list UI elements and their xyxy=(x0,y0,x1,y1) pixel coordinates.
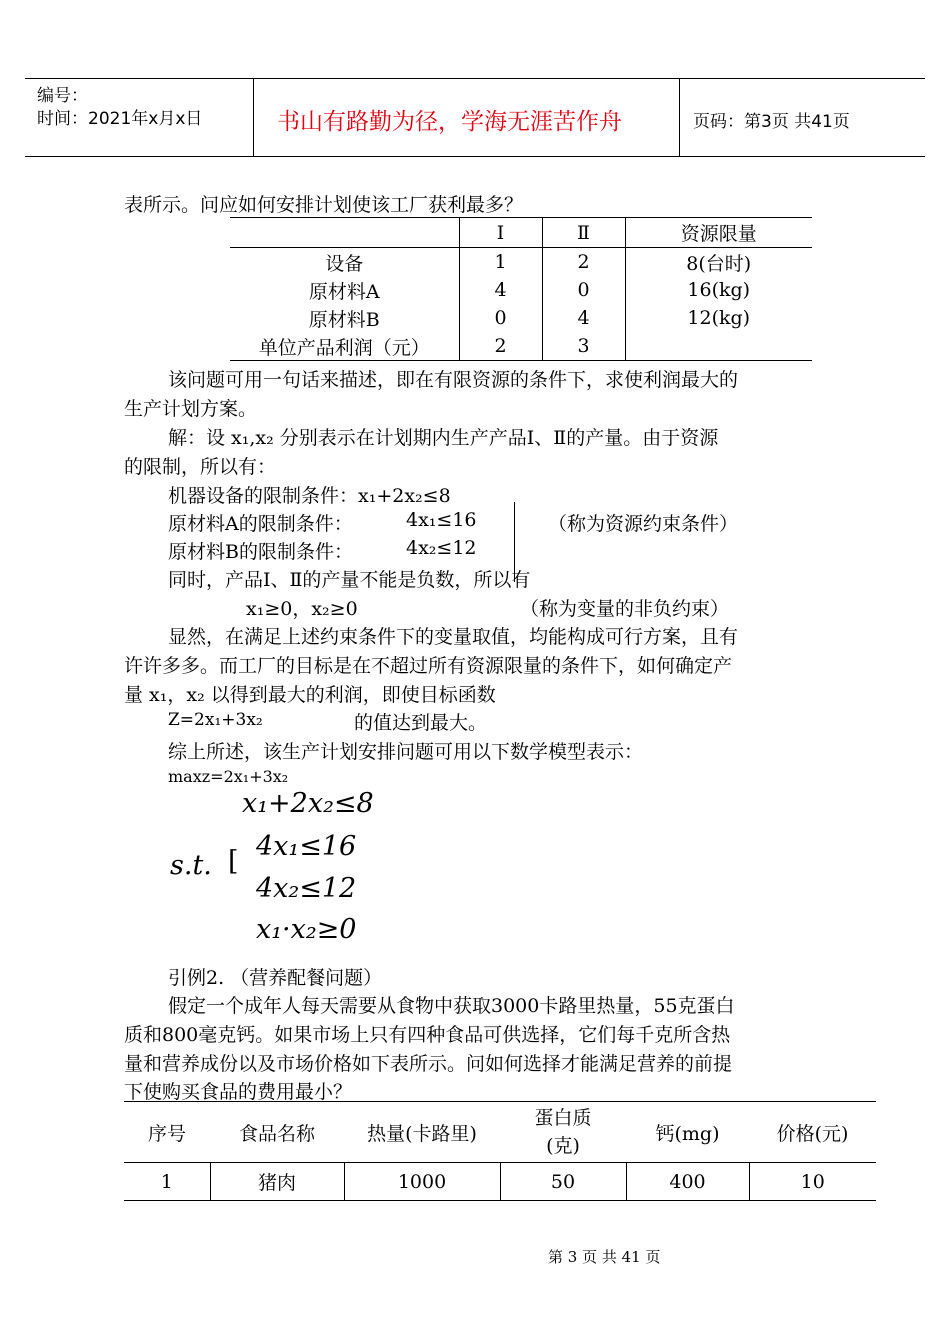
table-cell: 12(kg) xyxy=(625,304,812,332)
header-protein: 蛋白质 xyxy=(534,1107,592,1129)
table-cell: 原材料A xyxy=(308,280,380,303)
paragraph: 该问题可用一句话来描述，即在有限资源的条件下，求使利润最大的 xyxy=(168,369,739,391)
table-row xyxy=(124,1163,876,1201)
table-cell: 2 xyxy=(459,332,542,361)
table-header-cell xyxy=(500,1102,626,1163)
table-header-cell: 钙(mg) xyxy=(626,1102,749,1163)
table-header-cell: Ⅰ xyxy=(459,218,542,248)
motto: 书山有路勤为径，学海无涯苦作舟 xyxy=(277,109,622,135)
model-eq-2: 4x₁≤16 xyxy=(256,831,357,862)
constraint-a-label: 原材料A的限制条件： xyxy=(168,513,353,535)
table-header-cell: 序号 xyxy=(124,1102,210,1163)
table-header-cell: 资源限量 xyxy=(625,218,812,248)
table-header-row xyxy=(124,1102,876,1163)
table-header-cell: Ⅱ xyxy=(542,218,625,248)
table-cell: 400 xyxy=(626,1163,749,1201)
table-cell: 10 xyxy=(749,1163,876,1201)
resource-table xyxy=(230,217,812,361)
table-cell: 1 xyxy=(124,1163,210,1201)
table-row xyxy=(230,304,812,332)
table-cell: 猪肉 xyxy=(210,1163,344,1201)
model-eq-3: 4x₂≤12 xyxy=(256,873,357,904)
constraint-a: 4x₁≤16 xyxy=(406,509,477,531)
table-cell: 3 xyxy=(542,332,625,361)
table-header-cell: 价格(元) xyxy=(749,1102,876,1163)
table-cell: 2 xyxy=(542,248,625,277)
table-cell: 1 xyxy=(459,248,542,277)
objective: Z=2x₁+3x₂ xyxy=(168,710,263,730)
table-cell: 0 xyxy=(542,276,625,304)
time-label: 时间：2021年x月x日 xyxy=(37,109,203,129)
intro-text: 表所示。问应如何安排计划使该工厂获利最多？ xyxy=(124,194,524,216)
paragraph: 综上所述，该生产计划安排问题可用以下数学模型表示： xyxy=(168,741,644,763)
model-eq-4: x₁·x₂≥0 xyxy=(256,914,357,945)
header-divider xyxy=(679,79,680,156)
constraint-note: （称为资源约束条件） xyxy=(548,513,739,535)
page-footer: 第 3 页 共 41 页 xyxy=(548,1248,661,1266)
maxz: maxz=2x₁+3x₂ xyxy=(168,767,289,786)
page-header xyxy=(25,78,925,157)
paragraph: 量和营养成份以及市场价格如下表所示。问如何选择才能满足营养的前提 xyxy=(124,1053,733,1075)
paragraph: 生产计划方案。 xyxy=(124,398,258,420)
paragraph: 量 x₁，x₂ 以得到最大的利润，即使目标函数 xyxy=(124,684,496,706)
table-cell: 单位产品利润（元） xyxy=(230,332,459,361)
table-header-cell: 食品名称 xyxy=(210,1102,344,1163)
header-divider xyxy=(253,79,254,156)
model-eq-1: x₁+2x₂≤8 xyxy=(242,788,374,819)
paragraph: 质和800毫克钙。如果市场上只有四种食品可供选择，它们每千克所含热 xyxy=(124,1024,731,1046)
header-protein-unit: (克) xyxy=(546,1135,580,1157)
table-cell: 4 xyxy=(459,276,542,304)
paragraph: 下使购买食品的费用最小？ xyxy=(124,1081,353,1103)
table-cell: 设备 xyxy=(325,252,364,275)
table-cell: 原材料B xyxy=(308,308,380,331)
constraint-b: 4x₂≤12 xyxy=(406,537,477,559)
constraint-machine: 机器设备的限制条件：x₁+2x₂≤8 xyxy=(168,485,451,507)
paragraph: 显然，在满足上述约束条件下的变量取值，均能构成可行方案，且有 xyxy=(168,626,739,648)
paragraph: 同时，产品Ⅰ、Ⅱ的产量不能是负数，所以有 xyxy=(168,569,531,591)
paragraph: 假定一个成年人每天需要从食物中获取3000卡路里热量，55克蛋白 xyxy=(168,995,735,1017)
table-cell: 1000 xyxy=(344,1163,500,1201)
table-cell: 16(kg) xyxy=(625,276,812,304)
nonneg-constraint: x₁≥0，x₂≥0 xyxy=(246,598,358,620)
nonneg-note: （称为变量的非负约束） xyxy=(520,598,730,620)
paragraph: 解：设 x₁,x₂ 分别表示在计划期内生产产品Ⅰ、Ⅱ的产量。由于资源 xyxy=(168,427,719,449)
bracket: [ xyxy=(228,846,239,877)
table-row xyxy=(230,248,812,277)
table-cell: 8(台时) xyxy=(625,248,812,277)
example-title: 引例2. （营养配餐问题） xyxy=(168,967,383,989)
table-cell: 4 xyxy=(542,304,625,332)
objective-note: 的值达到最大。 xyxy=(354,712,488,734)
table-header-row xyxy=(230,218,812,248)
table-row xyxy=(230,276,812,304)
table-cell: 50 xyxy=(500,1163,626,1201)
st-label: s.t. xyxy=(170,850,212,881)
paragraph: 的限制，所以有： xyxy=(124,456,277,478)
nutrition-table xyxy=(124,1101,876,1201)
table-cell xyxy=(625,332,812,361)
paragraph: 许许多多。而工厂的目标是在不超过所有资源限量的条件下，如何确定产 xyxy=(124,655,733,677)
table-cell: 0 xyxy=(459,304,542,332)
table-header-cell: 热量(卡路里) xyxy=(344,1102,500,1163)
code-label: 编号： xyxy=(37,86,88,106)
table-row xyxy=(230,332,812,361)
constraint-b-label: 原材料B的限制条件： xyxy=(168,541,353,563)
page-label: 页码：第3页 共41页 xyxy=(693,112,850,132)
table-header-cell xyxy=(230,218,459,248)
